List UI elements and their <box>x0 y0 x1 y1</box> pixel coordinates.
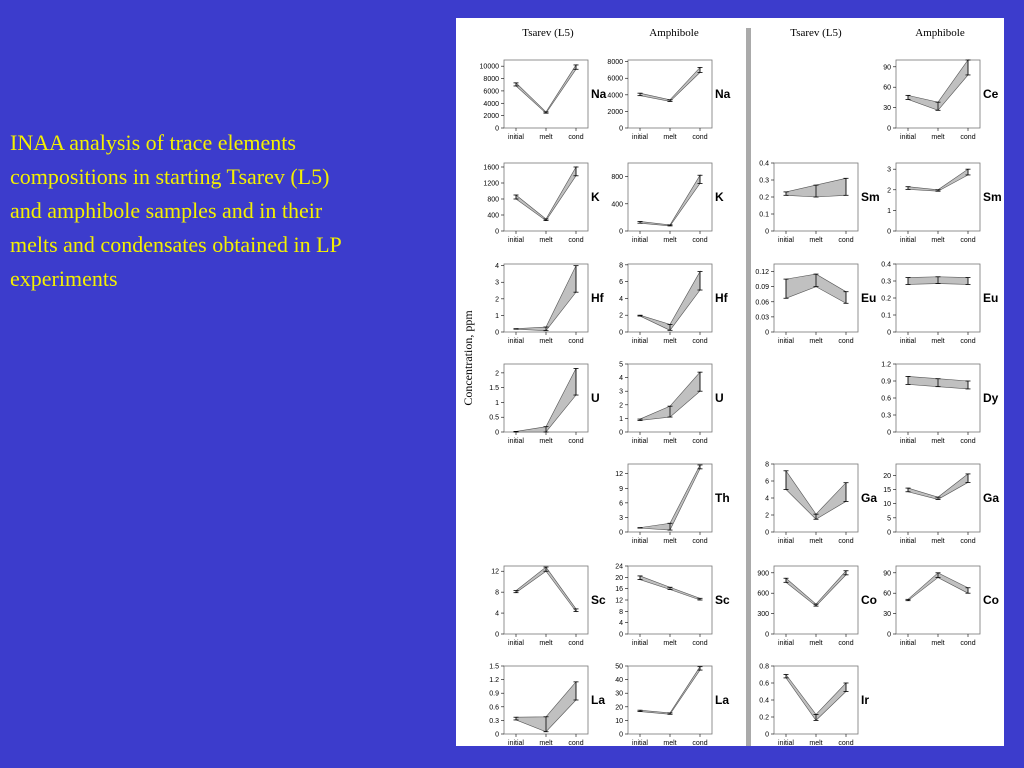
y-tick-label: 0 <box>495 228 499 236</box>
chart-sc-amphibole <box>615 564 730 648</box>
plot-frame <box>896 264 980 332</box>
x-tick-label: cond <box>692 237 708 244</box>
y-tick-label: 0.2 <box>759 714 769 722</box>
chart-co-tsarev <box>757 566 877 647</box>
y-tick-label: 8000 <box>483 76 499 84</box>
element-label: Ga <box>861 491 878 505</box>
y-tick-label: 2000 <box>483 113 499 121</box>
chart-k-amphibole <box>611 163 724 244</box>
y-tick-label: 1 <box>887 207 891 215</box>
y-tick-label: 20 <box>615 704 623 712</box>
plot-frame <box>628 666 712 734</box>
x-tick-label: initial <box>508 338 524 345</box>
y-tick-label: 3 <box>495 279 499 287</box>
y-tick-label: 16 <box>615 586 623 594</box>
y-tick-label: 2 <box>887 187 891 195</box>
y-tick-label: 10000 <box>479 63 499 71</box>
y-tick-label: 0 <box>619 529 623 537</box>
chart-la-tsarev <box>489 664 605 747</box>
y-tick-label: 0 <box>765 329 769 337</box>
element-label: Ce <box>983 87 999 101</box>
x-tick-label: cond <box>568 338 584 345</box>
x-tick-label: cond <box>692 538 708 545</box>
element-label: Sm <box>983 190 1002 204</box>
y-tick-label: 8 <box>765 461 769 469</box>
y-tick-label: 24 <box>615 563 623 571</box>
x-tick-label: melt <box>809 338 823 345</box>
y-tick-label: 12 <box>615 471 623 479</box>
x-tick-label: cond <box>568 740 584 746</box>
x-tick-label: melt <box>663 237 677 244</box>
y-tick-label: 0 <box>887 228 891 236</box>
y-tick-label: 12 <box>491 568 499 576</box>
y-tick-label: 1.5 <box>489 385 499 393</box>
chart-eu-tsarev <box>755 264 876 345</box>
element-label: La <box>591 693 606 707</box>
y-tick-label: 0.5 <box>489 414 499 422</box>
y-tick-label: 3 <box>619 514 623 522</box>
y-tick-label: 0.1 <box>759 211 769 219</box>
y-tick-label: 0 <box>765 631 769 639</box>
y-tick-label: 3 <box>887 166 891 174</box>
y-tick-label: 8 <box>619 608 623 616</box>
x-tick-label: initial <box>632 740 648 746</box>
chart-th-amphibole <box>615 464 729 545</box>
y-tick-label: 1 <box>495 399 499 407</box>
x-tick-label: melt <box>663 438 677 445</box>
column-header-tsarev-left: Tsarev (L5) <box>522 27 574 39</box>
y-tick-label: 4 <box>619 295 623 303</box>
plot-frame <box>896 364 980 432</box>
y-tick-label: 0.2 <box>759 194 769 202</box>
x-tick-label: initial <box>900 640 916 647</box>
chart-co-amphibole <box>883 566 999 647</box>
y-tick-label: 4 <box>619 375 623 383</box>
element-label: U <box>591 391 600 405</box>
figure-panel <box>456 18 1004 746</box>
y-tick-label: 0 <box>887 529 891 537</box>
x-tick-label: initial <box>632 338 648 345</box>
y-tick-label: 20 <box>615 574 623 582</box>
y-tick-label: 1.2 <box>489 677 499 685</box>
y-tick-label: 0.9 <box>489 690 499 698</box>
y-tick-label: 40 <box>615 677 623 685</box>
y-tick-label: 0.3 <box>489 717 499 725</box>
x-tick-label: melt <box>931 134 945 141</box>
y-tick-label: 600 <box>757 590 769 598</box>
y-tick-label: 2000 <box>607 108 623 116</box>
column-header-tsarev-right: Tsarev (L5) <box>790 27 842 39</box>
y-tick-label: 8 <box>495 589 499 597</box>
element-label: Sc <box>715 593 730 607</box>
y-tick-label: 6000 <box>483 88 499 96</box>
y-tick-label: 60 <box>883 84 891 92</box>
x-tick-label: cond <box>568 438 584 445</box>
chart-la-amphibole <box>615 664 729 747</box>
y-tick-label: 1200 <box>483 180 499 188</box>
y-tick-label: 10 <box>615 717 623 725</box>
x-tick-label: melt <box>539 438 553 445</box>
slide-caption <box>10 126 450 296</box>
element-label: Hf <box>591 291 604 305</box>
x-tick-label: melt <box>663 134 677 141</box>
element-label: Eu <box>983 291 999 305</box>
element-label: Ir <box>861 693 870 707</box>
y-tick-label: 1600 <box>483 164 499 172</box>
x-tick-label: initial <box>632 538 648 545</box>
y-tick-label: 10 <box>883 501 891 509</box>
y-tick-label: 0 <box>495 429 499 437</box>
y-tick-label: 2 <box>495 370 499 378</box>
chart-u-amphibole <box>619 362 724 446</box>
y-tick-label: 6 <box>619 279 623 287</box>
y-tick-label: 90 <box>883 64 891 72</box>
element-label: Sc <box>591 593 606 607</box>
x-tick-label: initial <box>778 640 794 647</box>
chart-ga-tsarev <box>765 462 877 546</box>
y-tick-label: 0 <box>887 329 891 337</box>
x-tick-label: melt <box>663 640 677 647</box>
y-tick-label: 4 <box>765 495 769 503</box>
y-tick-label: 1.5 <box>489 663 499 671</box>
y-tick-label: 0 <box>887 631 891 639</box>
plot-frame <box>774 566 858 634</box>
y-tick-label: 0 <box>619 731 623 739</box>
y-tick-label: 0 <box>619 329 623 337</box>
element-label: La <box>715 693 730 707</box>
x-tick-label: melt <box>931 237 945 244</box>
plot-frame <box>628 163 712 231</box>
y-tick-label: 0.03 <box>755 314 769 322</box>
element-label: Dy <box>983 391 999 405</box>
y-tick-label: 5 <box>619 361 623 369</box>
y-tick-label: 0.4 <box>881 261 891 269</box>
y-tick-label: 90 <box>883 570 891 578</box>
figure-svg <box>456 18 1004 746</box>
x-tick-label: initial <box>508 438 524 445</box>
x-tick-label: initial <box>508 237 524 244</box>
element-label: Ga <box>983 491 1000 505</box>
y-tick-label: 4 <box>495 610 499 618</box>
y-tick-label: 4000 <box>607 92 623 100</box>
column-header-amphibole-right: Amphibole <box>915 27 965 39</box>
element-label: U <box>715 391 724 405</box>
x-tick-label: cond <box>692 640 708 647</box>
x-tick-label: initial <box>778 237 794 244</box>
y-tick-label: 0.6 <box>489 704 499 712</box>
y-tick-label: 0 <box>619 125 623 133</box>
chart-hf-tsarev <box>495 263 605 345</box>
y-tick-label: 0 <box>495 125 499 133</box>
y-tick-label: 0.06 <box>755 299 769 307</box>
x-tick-label: melt <box>539 237 553 244</box>
x-tick-label: initial <box>632 134 648 141</box>
small-multiples <box>480 59 1002 746</box>
caption-line-4: melts and condensates obtained in LP <box>10 232 342 257</box>
x-tick-label: melt <box>539 134 553 141</box>
x-tick-label: initial <box>900 538 916 545</box>
x-tick-label: cond <box>692 338 708 345</box>
plot-frame <box>504 566 588 634</box>
y-tick-label: 12 <box>615 597 623 605</box>
y-tick-label: 0.12 <box>755 269 769 277</box>
x-tick-label: initial <box>900 438 916 445</box>
y-tick-label: 0.9 <box>881 378 891 386</box>
x-tick-label: cond <box>838 237 854 244</box>
y-tick-label: 30 <box>883 611 891 619</box>
chart-na-tsarev <box>480 60 607 141</box>
y-tick-label: 0.2 <box>881 295 891 303</box>
element-label: Th <box>715 491 730 505</box>
x-tick-label: melt <box>809 740 823 746</box>
y-tick-label: 8 <box>619 262 623 270</box>
x-tick-label: cond <box>692 438 708 445</box>
x-tick-label: melt <box>931 640 945 647</box>
x-tick-label: melt <box>931 538 945 545</box>
x-tick-label: initial <box>632 438 648 445</box>
y-tick-label: 4000 <box>483 100 499 108</box>
y-tick-label: 0 <box>765 529 769 537</box>
y-tick-label: 30 <box>883 105 891 113</box>
x-tick-label: melt <box>931 338 945 345</box>
y-tick-label: 0 <box>619 631 623 639</box>
y-tick-label: 0.6 <box>759 680 769 688</box>
chart-u-tsarev <box>489 364 599 445</box>
x-tick-label: cond <box>960 237 976 244</box>
y-tick-label: 0 <box>887 429 891 437</box>
x-tick-label: initial <box>508 640 524 647</box>
y-tick-label: 2 <box>765 512 769 520</box>
x-tick-label: melt <box>809 538 823 545</box>
x-tick-label: melt <box>663 538 677 545</box>
x-tick-label: melt <box>539 338 553 345</box>
chart-sm-tsarev <box>759 161 879 245</box>
y-tick-label: 0 <box>765 228 769 236</box>
y-tick-label: 2 <box>495 296 499 304</box>
y-tick-label: 300 <box>757 611 769 619</box>
element-label: Na <box>591 87 607 101</box>
element-label: K <box>715 190 724 204</box>
x-tick-label: initial <box>632 237 648 244</box>
caption-line-1: INAA analysis of trace elements <box>10 130 296 155</box>
y-tick-label: 800 <box>487 196 499 204</box>
element-label: Sm <box>861 190 880 204</box>
y-tick-label: 20 <box>883 472 891 480</box>
y-tick-label: 0.6 <box>881 395 891 403</box>
x-tick-label: initial <box>900 338 916 345</box>
x-tick-label: cond <box>960 134 976 141</box>
chart-k-tsarev <box>483 163 600 244</box>
y-tick-label: 0.3 <box>759 177 769 185</box>
x-tick-label: melt <box>809 640 823 647</box>
chart-eu-amphibole <box>881 262 998 346</box>
x-tick-label: cond <box>692 134 708 141</box>
x-tick-label: initial <box>778 538 794 545</box>
y-tick-label: 1 <box>495 312 499 320</box>
y-tick-label: 400 <box>611 201 623 209</box>
caption-line-2: compositions in starting Tsarev (L5) <box>10 164 330 189</box>
y-tick-label: 0 <box>765 731 769 739</box>
x-tick-label: melt <box>663 338 677 345</box>
x-tick-label: melt <box>931 438 945 445</box>
y-tick-label: 6 <box>765 478 769 486</box>
y-tick-label: 15 <box>883 487 891 494</box>
chart-sc-tsarev <box>491 566 606 647</box>
chart-ce-amphibole <box>883 60 998 141</box>
chart-dy-amphibole <box>881 362 998 446</box>
plot-frame <box>628 464 712 532</box>
y-tick-label: 4 <box>619 620 623 628</box>
y-tick-label: 900 <box>757 570 769 578</box>
chart-ga-amphibole <box>883 464 999 545</box>
x-tick-label: melt <box>663 740 677 746</box>
y-tick-label: 0.8 <box>759 663 769 671</box>
x-tick-label: initial <box>778 338 794 345</box>
chart-na-amphibole <box>607 59 730 141</box>
y-tick-label: 2 <box>619 312 623 320</box>
x-tick-label: initial <box>900 134 916 141</box>
y-tick-label: 0.3 <box>881 412 891 420</box>
y-tick-label: 30 <box>615 690 623 698</box>
y-tick-label: 0 <box>495 731 499 739</box>
y-tick-label: 8000 <box>607 59 623 67</box>
y-tick-label: 9 <box>619 485 623 493</box>
y-tick-label: 60 <box>883 590 891 598</box>
x-tick-label: cond <box>692 740 708 746</box>
y-tick-label: 0.09 <box>755 284 769 292</box>
x-tick-label: cond <box>838 640 854 647</box>
x-tick-label: cond <box>960 438 976 445</box>
x-tick-label: cond <box>568 237 584 244</box>
element-label: Hf <box>715 291 728 305</box>
y-axis-label: Concentration, ppm <box>461 310 475 406</box>
y-tick-label: 400 <box>487 212 499 220</box>
y-tick-label: 0 <box>495 631 499 639</box>
y-tick-label: 5 <box>887 515 891 523</box>
element-label: Co <box>861 593 877 607</box>
element-label: Co <box>983 593 999 607</box>
element-label: Eu <box>861 291 877 305</box>
y-tick-label: 0.3 <box>881 278 891 286</box>
y-tick-label: 0.4 <box>759 160 769 168</box>
chart-sm-amphibole <box>887 163 1002 244</box>
chart-ir-tsarev <box>759 664 869 747</box>
y-tick-label: 0 <box>619 228 623 236</box>
column-divider <box>746 28 751 746</box>
x-tick-label: initial <box>508 134 524 141</box>
y-tick-label: 0 <box>495 329 499 337</box>
y-tick-label: 6 <box>619 500 623 508</box>
y-tick-label: 0 <box>619 429 623 437</box>
element-label: Na <box>715 87 731 101</box>
x-tick-label: cond <box>838 338 854 345</box>
y-tick-label: 50 <box>615 663 623 671</box>
y-tick-label: 1 <box>619 415 623 423</box>
y-tick-label: 1.2 <box>881 361 891 369</box>
x-tick-label: cond <box>838 740 854 746</box>
y-tick-label: 6000 <box>607 75 623 83</box>
chart-hf-amphibole <box>619 262 729 345</box>
caption-line-3: and amphibole samples and in their <box>10 198 323 223</box>
x-tick-label: cond <box>838 538 854 545</box>
y-tick-label: 0.4 <box>759 697 769 705</box>
caption-line-5: experiments <box>10 266 118 291</box>
column-header-amphibole-left: Amphibole <box>649 27 699 39</box>
x-tick-label: initial <box>778 740 794 746</box>
x-tick-label: melt <box>539 740 553 746</box>
x-tick-label: initial <box>900 237 916 244</box>
y-tick-label: 2 <box>619 402 623 410</box>
element-label: K <box>591 190 600 204</box>
y-tick-label: 800 <box>611 174 623 182</box>
x-tick-label: cond <box>568 134 584 141</box>
x-tick-label: initial <box>632 640 648 647</box>
y-tick-label: 0 <box>887 125 891 133</box>
y-tick-label: 0.1 <box>881 312 891 320</box>
x-tick-label: cond <box>568 640 584 647</box>
x-tick-label: cond <box>960 338 976 345</box>
x-tick-label: cond <box>960 640 976 647</box>
y-tick-label: 4 <box>495 263 499 271</box>
y-tick-label: 3 <box>619 388 623 396</box>
x-tick-label: melt <box>809 237 823 244</box>
x-tick-label: cond <box>960 538 976 545</box>
x-tick-label: initial <box>508 740 524 746</box>
x-tick-label: melt <box>539 640 553 647</box>
